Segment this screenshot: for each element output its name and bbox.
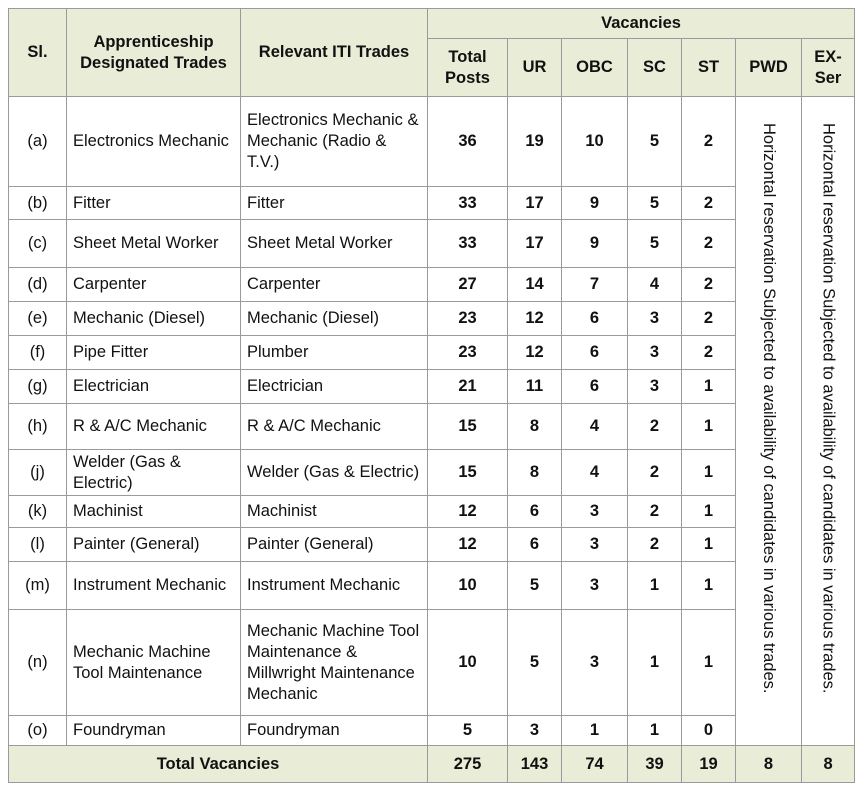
row-obc: 6	[562, 302, 628, 336]
row-sl: (a)	[9, 97, 67, 187]
table-row	[9, 716, 855, 746]
header-obc: OBC	[562, 39, 628, 97]
row-st: 2	[682, 336, 736, 370]
row-st: 1	[682, 528, 736, 562]
row-st: 2	[682, 187, 736, 220]
row-st: 1	[682, 370, 736, 404]
row-iti-trade: Foundryman	[241, 716, 428, 746]
row-st: 1	[682, 610, 736, 716]
total-ur-sum: 143	[508, 746, 562, 783]
row-obc: 4	[562, 404, 628, 450]
row-ur: 5	[508, 610, 562, 716]
row-obc: 9	[562, 220, 628, 268]
row-sl: (k)	[9, 496, 67, 528]
row-obc: 4	[562, 450, 628, 496]
row-total-posts: 5	[428, 716, 508, 746]
total-label: Total Vacancies	[9, 746, 428, 783]
row-st: 1	[682, 450, 736, 496]
row-iti-trade: Welder (Gas & Electric)	[241, 450, 428, 496]
header-iti-trades: Relevant ITI Trades	[241, 9, 428, 97]
table-row	[9, 528, 855, 562]
row-trade: Welder (Gas & Electric)	[67, 450, 241, 496]
row-ur: 17	[508, 187, 562, 220]
row-trade: Pipe Fitter	[67, 336, 241, 370]
table-row	[9, 404, 855, 450]
row-trade: Painter (General)	[67, 528, 241, 562]
row-ur: 8	[508, 450, 562, 496]
row-iti-trade: Electrician	[241, 370, 428, 404]
row-total-posts: 27	[428, 268, 508, 302]
row-ur: 19	[508, 97, 562, 187]
row-iti-trade: Fitter	[241, 187, 428, 220]
row-trade: Fitter	[67, 187, 241, 220]
row-trade: Machinist	[67, 496, 241, 528]
row-total-posts: 15	[428, 404, 508, 450]
row-st: 1	[682, 404, 736, 450]
header-vacancies: Vacancies	[428, 9, 855, 39]
header-ur: UR	[508, 39, 562, 97]
row-total-posts: 12	[428, 496, 508, 528]
row-sc: 1	[628, 716, 682, 746]
row-st: 2	[682, 97, 736, 187]
row-ur: 6	[508, 496, 562, 528]
row-ur: 5	[508, 562, 562, 610]
row-trade: Carpenter	[67, 268, 241, 302]
row-total-posts: 15	[428, 450, 508, 496]
row-trade: R & A/C Mechanic	[67, 404, 241, 450]
table-row	[9, 610, 855, 716]
row-trade: Sheet Metal Worker	[67, 220, 241, 268]
row-sc: 4	[628, 268, 682, 302]
row-sl: (g)	[9, 370, 67, 404]
row-iti-trade: Electronics Mechanic & Mechanic (Radio & T.V.)	[241, 97, 428, 187]
row-iti-trade: Painter (General)	[241, 528, 428, 562]
table-row	[9, 268, 855, 302]
pwd-reservation-note	[736, 97, 802, 746]
row-obc: 1	[562, 716, 628, 746]
row-obc: 3	[562, 496, 628, 528]
row-sl: (n)	[9, 610, 67, 716]
row-obc: 3	[562, 562, 628, 610]
row-ur: 14	[508, 268, 562, 302]
row-trade: Foundryman	[67, 716, 241, 746]
total-sc-sum: 39	[628, 746, 682, 783]
row-trade: Mechanic Machine Tool Maintenance	[67, 610, 241, 716]
total-obc-sum: 74	[562, 746, 628, 783]
table-row	[9, 450, 855, 496]
row-total-posts: 33	[428, 187, 508, 220]
row-iti-trade: Carpenter	[241, 268, 428, 302]
row-ur: 17	[508, 220, 562, 268]
row-total-posts: 21	[428, 370, 508, 404]
total-row	[9, 746, 855, 783]
row-total-posts: 12	[428, 528, 508, 562]
row-obc: 9	[562, 187, 628, 220]
row-sl: (m)	[9, 562, 67, 610]
row-sl: (o)	[9, 716, 67, 746]
row-sc: 1	[628, 562, 682, 610]
pwd-reservation-text: Horizontal reservation Subjected to availability of candidates in various trades.	[760, 123, 778, 694]
row-sc: 5	[628, 97, 682, 187]
row-st: 2	[682, 302, 736, 336]
row-sc: 5	[628, 220, 682, 268]
row-obc: 3	[562, 528, 628, 562]
row-trade: Mechanic (Diesel)	[67, 302, 241, 336]
row-sc: 2	[628, 404, 682, 450]
row-sl: (f)	[9, 336, 67, 370]
table-row	[9, 336, 855, 370]
row-sc: 3	[628, 370, 682, 404]
row-total-posts: 10	[428, 562, 508, 610]
row-trade: Electrician	[67, 370, 241, 404]
row-st: 1	[682, 562, 736, 610]
row-st: 1	[682, 496, 736, 528]
row-st: 2	[682, 268, 736, 302]
row-ur: 6	[508, 528, 562, 562]
header-sc: SC	[628, 39, 682, 97]
vacancy-table-container	[8, 8, 855, 783]
table-body	[9, 97, 855, 783]
row-sc: 2	[628, 528, 682, 562]
row-sl: (c)	[9, 220, 67, 268]
row-obc: 3	[562, 610, 628, 716]
row-total-posts: 23	[428, 336, 508, 370]
row-sl: (e)	[9, 302, 67, 336]
row-sl: (h)	[9, 404, 67, 450]
row-sl: (j)	[9, 450, 67, 496]
row-sc: 1	[628, 610, 682, 716]
row-iti-trade: Plumber	[241, 336, 428, 370]
header-ex-ser: EX-Ser	[802, 39, 855, 97]
exser-reservation-text: Horizontal reservation Subjected to availability of candidates in various trades.	[819, 123, 838, 694]
table-row	[9, 97, 855, 187]
row-ur: 3	[508, 716, 562, 746]
row-sc: 3	[628, 302, 682, 336]
row-obc: 10	[562, 97, 628, 187]
row-obc: 7	[562, 268, 628, 302]
row-sc: 2	[628, 450, 682, 496]
table-row	[9, 370, 855, 404]
total-st-sum: 19	[682, 746, 736, 783]
vacancy-table	[8, 8, 855, 783]
row-sc: 2	[628, 496, 682, 528]
row-ur: 8	[508, 404, 562, 450]
table-row	[9, 496, 855, 528]
row-sl: (l)	[9, 528, 67, 562]
row-iti-trade: Mechanic Machine Tool Maintenance & Millwright Maintenance Mechanic	[241, 610, 428, 716]
row-iti-trade: Mechanic (Diesel)	[241, 302, 428, 336]
row-total-posts: 33	[428, 220, 508, 268]
row-total-posts: 36	[428, 97, 508, 187]
exser-reservation-note	[802, 97, 855, 746]
table-row	[9, 220, 855, 268]
row-sc: 3	[628, 336, 682, 370]
row-sc: 5	[628, 187, 682, 220]
header-sl: Sl.	[9, 9, 67, 97]
header-designated-trades: Apprenticeship Designated Trades	[67, 9, 241, 97]
header-pwd: PWD	[736, 39, 802, 97]
row-total-posts: 23	[428, 302, 508, 336]
row-st: 2	[682, 220, 736, 268]
row-sl: (d)	[9, 268, 67, 302]
row-trade: Instrument Mechanic	[67, 562, 241, 610]
table-row	[9, 187, 855, 220]
row-obc: 6	[562, 370, 628, 404]
row-iti-trade: Sheet Metal Worker	[241, 220, 428, 268]
row-iti-trade: Instrument Mechanic	[241, 562, 428, 610]
row-sl: (b)	[9, 187, 67, 220]
table-row	[9, 562, 855, 610]
row-iti-trade: Machinist	[241, 496, 428, 528]
row-ur: 11	[508, 370, 562, 404]
total-exser-sum: 8	[802, 746, 855, 783]
row-total-posts: 10	[428, 610, 508, 716]
header-st: ST	[682, 39, 736, 97]
header-total-posts: Total Posts	[428, 39, 508, 97]
row-ur: 12	[508, 302, 562, 336]
total-pwd-sum: 8	[736, 746, 802, 783]
row-st: 0	[682, 716, 736, 746]
row-obc: 6	[562, 336, 628, 370]
row-ur: 12	[508, 336, 562, 370]
total-posts-sum: 275	[428, 746, 508, 783]
row-iti-trade: R & A/C Mechanic	[241, 404, 428, 450]
row-trade: Electronics Mechanic	[67, 97, 241, 187]
table-row	[9, 302, 855, 336]
